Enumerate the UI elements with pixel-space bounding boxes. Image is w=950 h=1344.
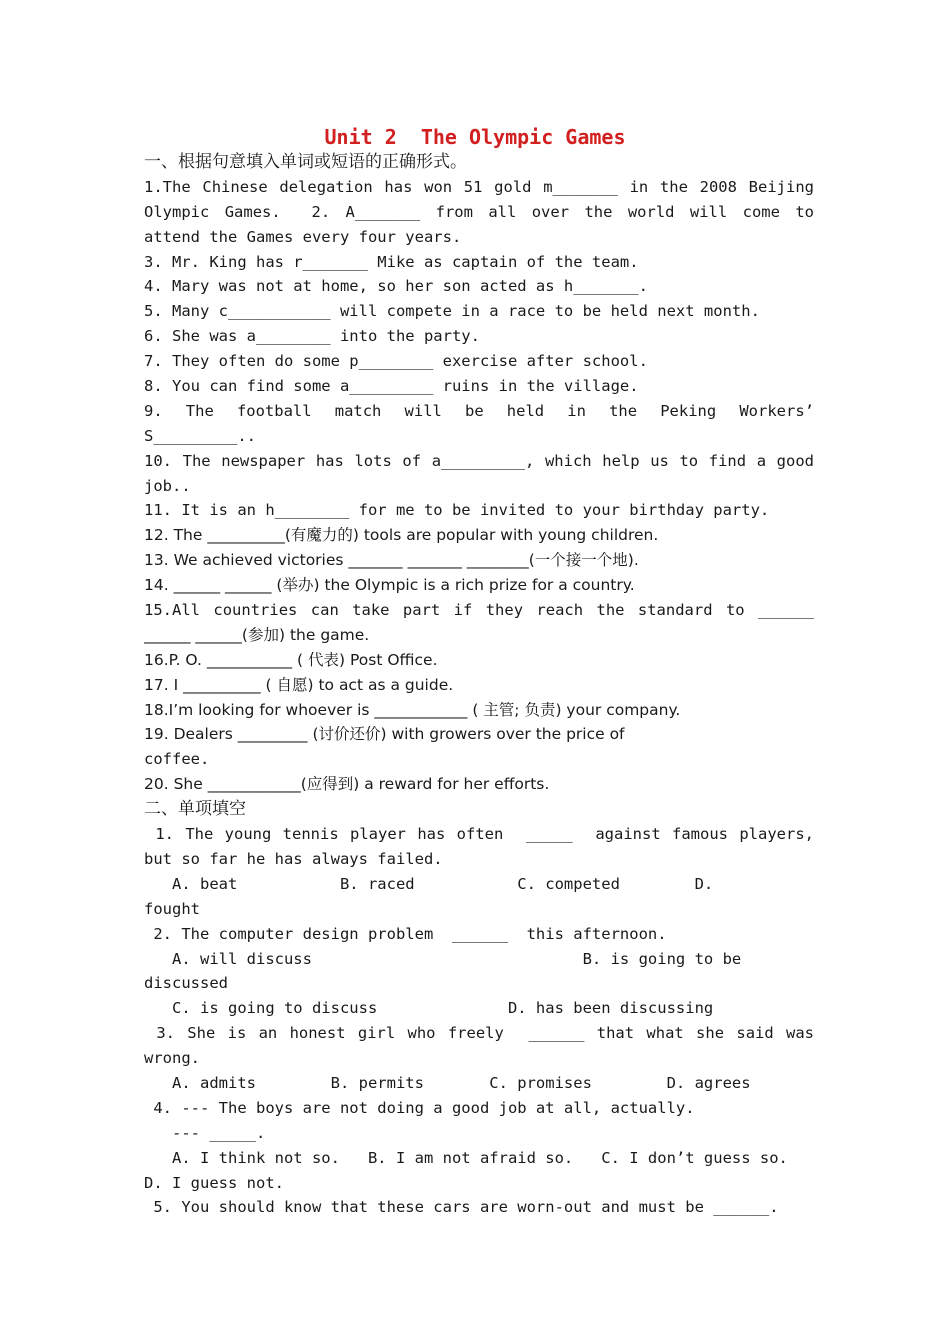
choice-line: but so far he has always failed. <box>144 849 443 868</box>
question-line: 17. I __________ ( 自愿) to act as a guide. <box>144 675 454 694</box>
choice-line: --- _____. <box>144 1123 266 1142</box>
question-line: ______ ______(参加) the game. <box>144 625 370 644</box>
question-line: 12. The __________(有魔力的) tools are popular with young children. <box>144 526 659 545</box>
choice-line: A. admits B. permits C. promises D. agrees <box>144 1073 751 1092</box>
question-line: 20. She ____________(应得到) a reward for her efforts. <box>144 775 550 794</box>
section1-heading: 一、根据句意填入单词或短语的正确形式。 <box>144 152 467 172</box>
question-line: 14. ______ ______ (举办) the Olympic is a rich prize for a country. <box>144 576 635 595</box>
choice-line: D. I guess not. <box>144 1173 284 1192</box>
exercise-content <box>144 150 814 1220</box>
question-line: 19. Dealers _________ (讨价还价) with growers over the price of <box>144 725 625 744</box>
choice-line: 2. The computer design problem ______ this afternoon. <box>144 924 667 943</box>
question-line: 18.I’m looking for whoever is ____________ ( 主管; 负责) your company. <box>144 700 681 719</box>
question-line: 9. The football match will be held in the Peking Workers’ <box>144 401 814 420</box>
question-line: 10. The newspaper has lots of a_________, which help us to find a good <box>144 451 814 470</box>
choice-line: A. will discuss B. is going to be <box>144 949 742 968</box>
choice-line: A. beat B. raced C. competed D. <box>144 874 714 893</box>
question-line: 16.P. O. ___________ ( 代表) Post Office. <box>144 650 438 669</box>
question-line: 11. It is an h________ for me to be invited to your birthday party. <box>144 501 770 520</box>
choice-line: 4. --- The boys are not doing a good job at all, actually. <box>144 1098 695 1117</box>
section2-heading: 二、单项填空 <box>144 799 246 820</box>
choice-line: C. is going to discuss D. has been discussing <box>144 999 714 1018</box>
question-line: 1.The Chinese delegation has won 51 gold m_______ in the 2008 Beijing <box>144 177 814 196</box>
question-line: 6. She was a________ into the party. <box>144 327 480 346</box>
choice-line: discussed <box>144 974 228 993</box>
unit-title: Unit 2 The Olympic Games <box>324 125 626 149</box>
question-line: attend the Games every four years. <box>144 227 462 246</box>
question-line: 7. They often do some p________ exercise after school. <box>144 352 648 371</box>
choice-line: 3. She is an honest girl who freely ______ that what she said was <box>144 1024 814 1043</box>
question-line: 15.All countries can take part if they reach the standard to ______ <box>144 601 814 620</box>
question-line: coffee. <box>144 750 210 769</box>
question-line: S_________.. <box>144 426 256 445</box>
question-line: 4. Mary was not at home, so her son acted as h_______. <box>144 277 648 296</box>
question-line: 5. Many c___________ will compete in a race to be held next month. <box>144 302 760 321</box>
choice-line: wrong. <box>144 1049 200 1068</box>
choice-line: A. I think not so. B. I am not afraid so. C. I don’t guess so. <box>144 1148 788 1167</box>
choice-line: 1. The young tennis player has often _____ against famous players, <box>144 825 814 844</box>
question-line: job.. <box>144 476 191 495</box>
question-line: 8. You can find some a_________ ruins in the village. <box>144 377 639 396</box>
question-line: Olympic Games. 2. A_______ from all over the world will come to <box>144 202 814 221</box>
question-line: 3. Mr. King has r_______ Mike as captain of the team. <box>144 252 639 271</box>
choice-line: fought <box>144 899 200 918</box>
question-line: 13. We achieved victories _______ _______ ________(一个接一个地). <box>144 551 639 570</box>
choice-line: 5. You should know that these cars are worn-out and must be ______. <box>144 1198 779 1217</box>
